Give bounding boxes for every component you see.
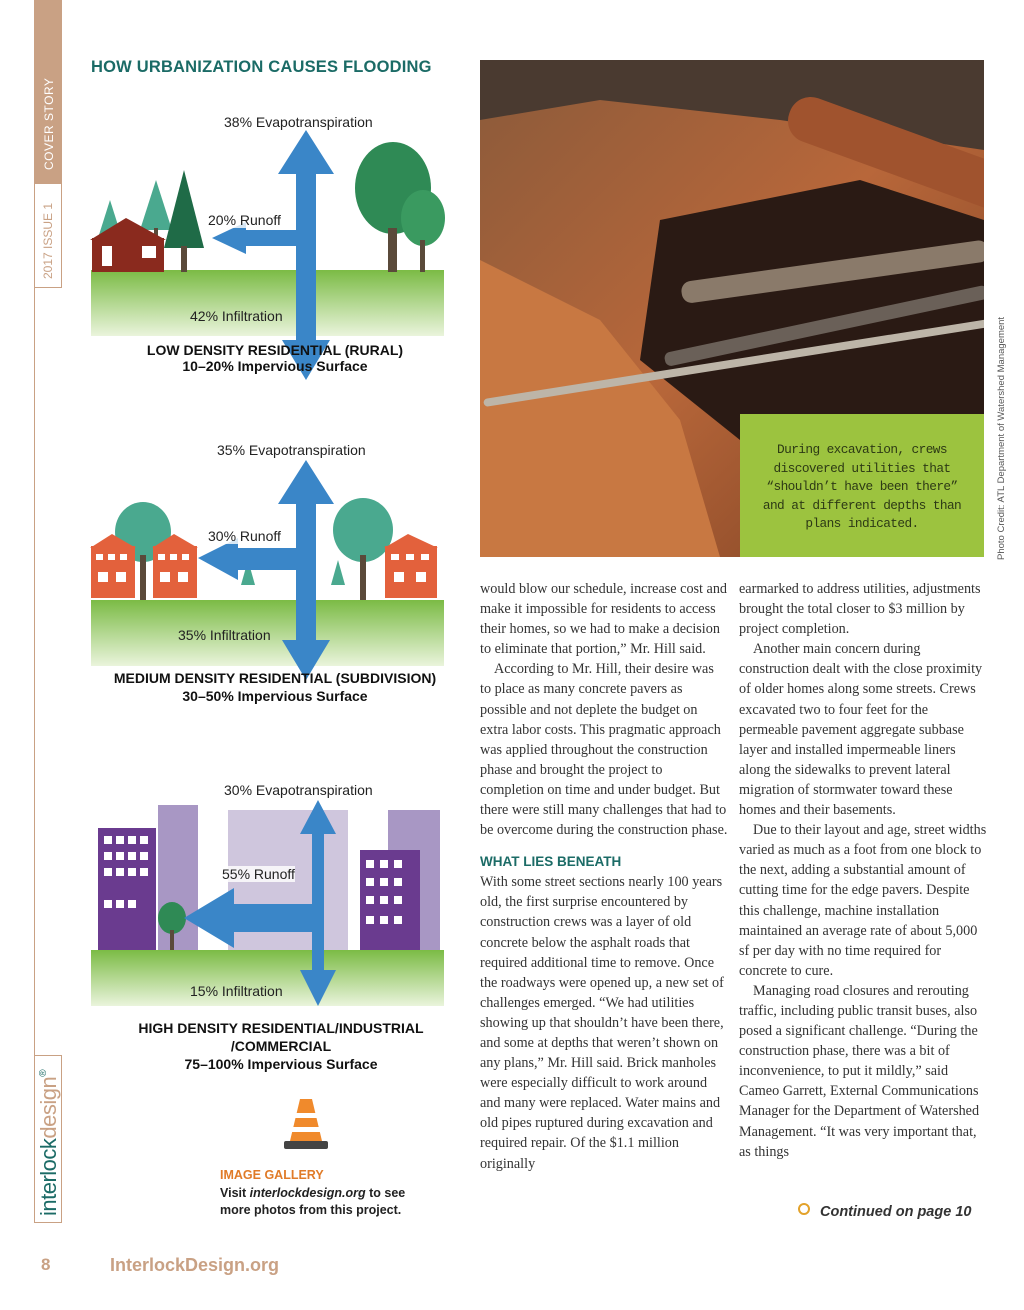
- panel1-evap-label: 38% Evapotranspiration: [224, 114, 373, 130]
- panel2-evap-label: 35% Evapotranspiration: [217, 442, 366, 458]
- panel1-subcaption: 10–20% Impervious Surface: [182, 358, 368, 374]
- paragraph: Another main concern during construction dealt with the close proximity of older homes along some streets. Crews excavated two to four feet for the permeable pavement aggregate subbase layer and installed impermeable liners along the sidewalks to prevent lateral migration of stormwater toward these homes and their basements.: [739, 641, 983, 819]
- section-tab: [34, 0, 62, 183]
- photo-caption-box: [740, 414, 984, 557]
- panel3-evap-label: 30% Evapotranspiration: [224, 782, 373, 798]
- article-column-1: [480, 579, 728, 1174]
- panel3-caption-cont: /COMMERCIAL: [230, 1038, 332, 1054]
- subheading: WHAT LIES BENEATH: [480, 854, 622, 870]
- brand-logo: interlockdesign®: [36, 1069, 61, 1216]
- panel-urban: [91, 800, 444, 1006]
- page-number: 8: [41, 1255, 51, 1274]
- panel-subdivision: [90, 460, 444, 680]
- gallery-link[interactable]: interlockdesign.org: [249, 1186, 366, 1200]
- panel3-infiltration-label: 15% Infiltration: [190, 983, 283, 999]
- panel2-infiltration-label: 35% Infiltration: [178, 627, 271, 643]
- paragraph: With some street sections nearly 100 years old, the first surprise encountered by construction crews was a layer of old concrete below the asphalt roads that required additional time to remove. Once the roadways were opened up, a new set of challenges emerged. “We had utilities showing up that shouldn’t have been there, and some at depths that weren’t shown on any plans,” Mr. Hill said. Brick manholes were especially difficult to work around and many were replaced. Water mains and old pipes ruptured during excavation and required repair. Of the $1.1 million originally: [480, 874, 724, 1172]
- continued-link[interactable]: Continued on page 10: [798, 1203, 971, 1220]
- panel3-runoff-label: 55% Runoff: [222, 866, 295, 882]
- bullet-icon: [798, 1203, 810, 1215]
- paragraph: Due to their layout and age, street widths varied as much as a foot from one block to the next, adding a substantial amount of cutting time for the edge pavers. Despite this challenge, machine installation maintained an average rate of about 5,000 sf per day with no time required for concrete to cure.: [739, 822, 987, 979]
- panel1-caption: LOW DENSITY RESIDENTIAL (RURAL): [146, 342, 404, 358]
- photo-credit: Photo Credit: ATL Department of Watershed Management: [996, 316, 1007, 560]
- traffic-cone-icon: [282, 1097, 330, 1155]
- gallery-heading: IMAGE GALLERY: [220, 1168, 324, 1182]
- issue-tab: [34, 183, 62, 288]
- paragraph: According to Mr. Hill, their desire was to place as many concrete pavers as possible and not deplete the budget on extra labor costs. This pragmatic approach was applied throughout the construction phase and brought the project to completion on time and under budget. But there were still many challenges that had to be overcome during the construction phase.: [480, 661, 728, 839]
- gallery-text: Visit interlockdesign.org to see more photos from this project.: [220, 1186, 406, 1217]
- figure-title: HOW URBANIZATION CAUSES FLOODING: [91, 58, 432, 76]
- panel2-runoff-label: 30% Runoff: [208, 528, 281, 544]
- issue-label: 2017 ISSUE 1: [41, 202, 55, 279]
- sidebar-divider: [34, 288, 35, 1055]
- panel1-runoff-label: 20% Runoff: [208, 212, 281, 228]
- panel1-infiltration-label: 42% Infiltration: [190, 308, 283, 324]
- panel2-caption: MEDIUM DENSITY RESIDENTIAL (SUBDIVISION): [113, 670, 437, 686]
- paragraph: Managing road closures and rerouting traffic, including public transit buses, also posed a significant challenge. “During the construction phase, there was a bit of inconvenience, to put it mildly,” said Cameo Garrett, External Communications Manager for the Department of Watershed Management. “It was very important that, as things: [739, 982, 980, 1160]
- panel2-subcaption: 30–50% Impervious Surface: [182, 688, 368, 704]
- flooding-infographic: [88, 130, 448, 1030]
- panel3-subcaption: 75–100% Impervious Surface: [184, 1056, 378, 1072]
- paragraph: earmarked to address utilities, adjustments brought the total closer to $3 million by project completion.: [739, 581, 981, 638]
- section-label: COVER STORY: [42, 77, 56, 170]
- panel3-caption: HIGH DENSITY RESIDENTIAL/INDUSTRIAL: [138, 1020, 424, 1036]
- photo-caption: During excavation, crews discovered utilities that “shouldn’t have been there” and at different depths than plans indicated.: [762, 442, 962, 531]
- footer-website[interactable]: InterlockDesign.org: [110, 1255, 280, 1275]
- article-column-2: [739, 579, 989, 1162]
- paragraph: would blow our schedule, increase cost and make it impossible for residents to access their homes, so we had to make a decision to eliminate that portion,” Mr. Hill said.: [480, 581, 728, 658]
- brand-tab: [34, 1055, 62, 1223]
